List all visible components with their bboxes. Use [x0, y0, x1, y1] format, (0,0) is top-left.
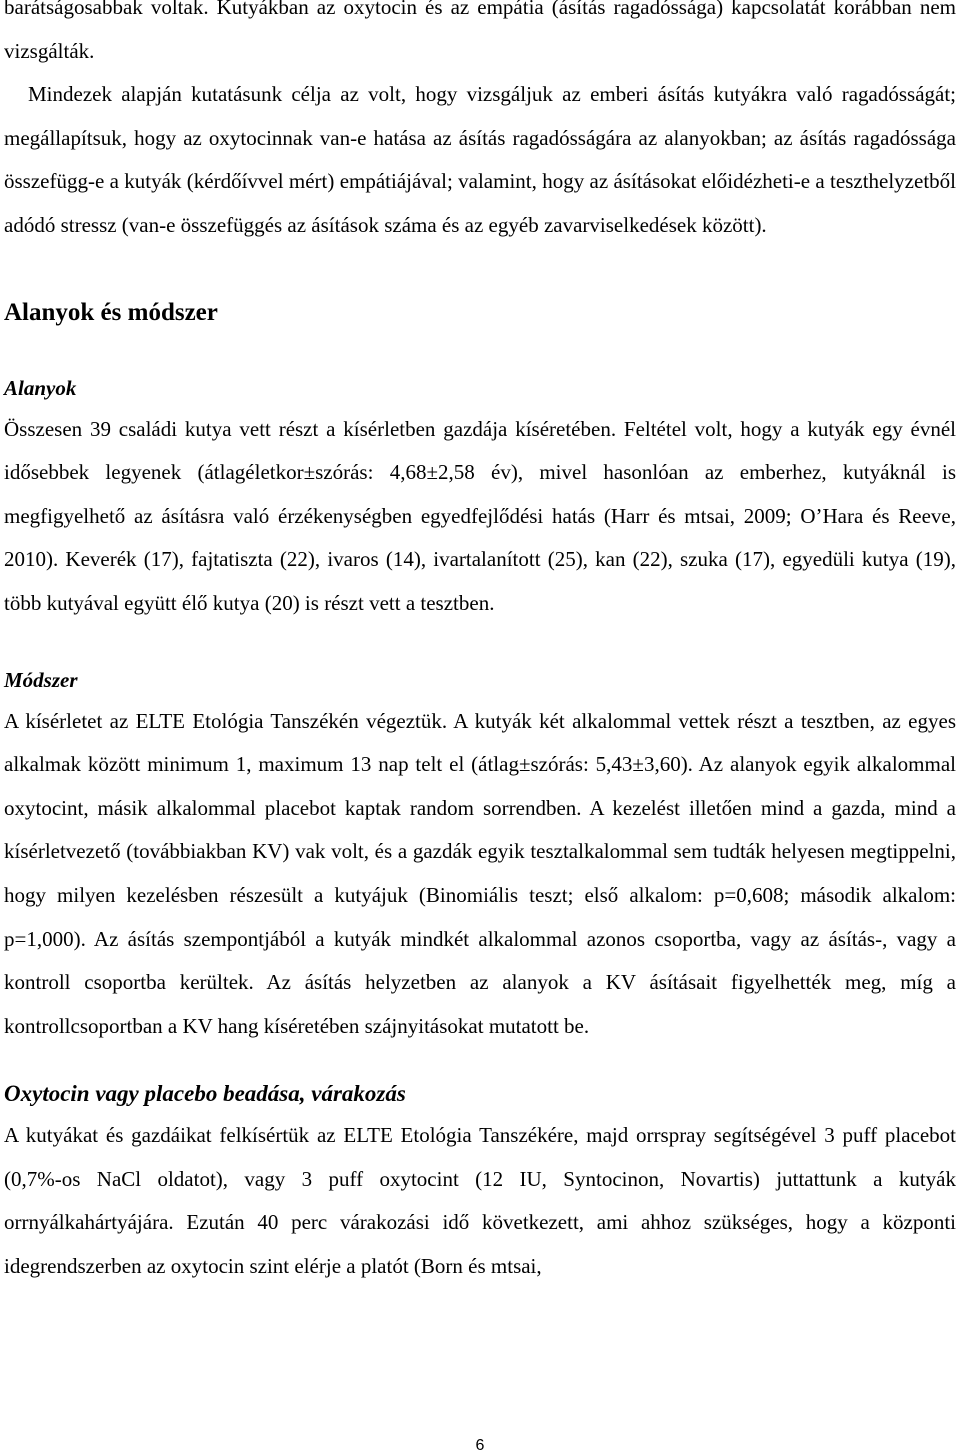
subjects-heading: Alanyok — [4, 375, 77, 400]
administration-paragraph: A kutyákat és gazdáikat felkísértük az ELTE Etológia Tanszékére, majd orrspray segítségével 3 puff placebot (0,7%-os NaCl oldatot), vagy 3 puff oxytocint (12 IU, Syntocinon, Novartis) juttattunk a kutyák orrnyálkahártyájára. Ezután 40 perc várakozási idő következett, ami ahhoz szükséges, hogy a központi idegrendszerben az oxytocin szint elérje a platót (Born és mtsai, — [4, 1123, 956, 1279]
administration-heading: Oxytocin vagy placebo beadása, várakozás — [4, 1081, 406, 1107]
section-title: Alanyok és módszer — [4, 298, 218, 326]
page-number: 6 — [475, 1437, 485, 1454]
intro-goals-paragraph: Mindezek alapján kutatásunk célja az volt, hogy vizsgáljuk az emberi ásítás kutyákra való ragadósságát; megállapítsuk, hogy az oxytocinnak van-e hatása az ásítás ragadósságára az alanyokban; az ásítás ragadóssága összefügg-e a kutyák (kérdőívvel mért) empátiájával; valamint, hogy az ásításokat előidézheti-e a teszthelyzetből adódó stressz (van-e összefüggés az ásítások száma és az egyéb zavarviselkedések között). — [4, 82, 956, 237]
method-paragraph: A kísérletet az ELTE Etológia Tanszékén végeztük. A kutyák két alkalommal vettek részt a tesztben, az egyes alkalmak között minimum 1, maximum 13 nap telt el (átlag±szórás: 5,43±3,60). Az alanyok egyik alkalommal oxytocint, másik alkalommal placebot kaptak random sorrendben. A kezelést illetően mind a gazda, mind a kísérletvezető (továbbiakban KV) vak volt, és a gazdák egyik tesztalkalommal sem tudták helyesen megtippelni, hogy milyen kezelésben részesült a kutyájuk (Binomiális teszt; első alkalom: p=0,608; második alkalom: p=1,000). Az ásítás szempontjából a kutyák mindkét alkalommal azonos csoportba, vagy az ásítás-, vagy a kontroll csoportba kerültek. Az ásítás helyzetben az alanyok a KV ásításait figyelhették meg, míg a kontrollcsoportban a KV hang kíséretében szájnyitásokat mutatott be. — [4, 708, 956, 1038]
document-page — [4, 0, 956, 1289]
method-heading: Módszer — [4, 667, 78, 692]
subjects-paragraph: Összesen 39 családi kutya vett részt a kísérletben gazdája kíséretében. Feltétel volt, hogy a kutyák egy évnél idősebbek legyenek (átlagéletkor±szórás: 4,68±2,58 év), mivel hasonlóan az emberhez, kutyáknál is megfigyelhető az ásításra való érzékenységben egyedfejlődési hatás (Harr és mtsai, 2009; O’Hara és Reeve, 2010). Keverék (17), fajtatiszta (22), ivaros (14), ivartalanított (25), kan (22), szuka (17), egyedüli kutya (19), több kutyával együtt élő kutya (20) is részt vett a tesztben. — [4, 416, 956, 615]
intro-continuation-paragraph: barátságosabbak voltak. Kutyákban az oxytocin és az empátia (ásítás ragadóssága) kapcsolatát korábban nem vizsgálták. — [4, 0, 956, 63]
